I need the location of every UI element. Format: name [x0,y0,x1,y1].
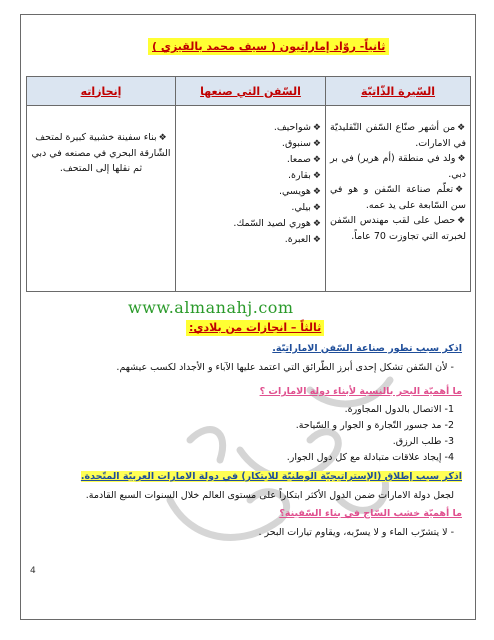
table-header-row [27,77,471,106]
ships-cell [176,106,326,292]
header-achievements: إنجازاته [27,77,176,106]
bio-text: حصل على لقب مهندس السّفن لخبرته التي تجاوزت 70 عاماً. [330,215,466,242]
ship-text: هويسي. [278,186,311,197]
diamond-bullet-icon: ❖ [457,154,466,164]
diamond-bullet-icon: ❖ [312,187,321,197]
diamond-bullet-icon: ❖ [457,123,466,133]
section2-title: ثانياً- روّاد إماراتيون ( سيف محمد بالقيزي ) [148,38,389,55]
list-item [180,136,321,152]
header-ships: السّفن التي صنعها [176,77,326,106]
achievements-cell [27,106,176,292]
question-2: ما أهميّة البحر بالنسبة لأبناء دولة الامارات ؟ [259,386,462,397]
watermark-url: www.almanahj.com [128,298,294,317]
ship-text: بيلي. [291,202,311,213]
question-3: اذكر سبب إطلاق (الإستراتيجيّة الوطنيّة للابتكار) في دولة الامارات العربيّة المتّحدة. [80,471,462,482]
bio-text: من أشهر صنّاع السّفن التّقليديّة في الامارات. [330,122,466,149]
list-item [31,130,171,176]
list-item [330,151,466,182]
diamond-bullet-icon: ❖ [312,203,321,213]
diamond-bullet-icon: ❖ [312,171,321,181]
list-item [330,182,466,213]
table-body-row [27,106,471,292]
question-4: ما أهميّة خشب السّاج في بناء السّفينة؟ [279,508,462,519]
diamond-bullet-icon: ❖ [455,185,466,195]
page-number: 4 [30,566,36,576]
bio-text: ولد في منطقة (أم هرير) في بر دبي. [330,153,466,180]
list-item [180,168,321,184]
header-bio: السّيرة الذّاتيّة [326,77,471,106]
ship-text: شواحيف. [273,122,311,133]
answer-1: - لأن السّفن تشكل إحدى أبرز الطّرائق التي اعتمد عليها الآباء و الأجداد لكسب عيشهم. [116,362,454,373]
achievement-text: بناء سفينة خشبية كبيرة لمتحف الشّارقة البحري في مصنعه في دبي ثم نقلها إلى المتحف. [31,131,171,174]
diamond-bullet-icon: ❖ [457,216,467,226]
answer-4: - لا يتشرّب الماء و لا يسرّبه، ويقاوم تيارات البحر . [258,527,454,538]
answer-2-item-4: 4- إيجاد علاقات متبادلة مع كل دول الجوار. [286,452,454,463]
ship-text: العبرة. [284,234,311,245]
list-item [180,232,321,248]
list-item [180,184,321,200]
ship-text: هوري لصيد السّمك. [233,218,311,229]
answer-2-item-1: 1- الاتصال بالدول المجاورة. [344,404,454,415]
answer-3: لجعل دولة الامارات ضمن الدول الأكثر ابتكاراً على مستوى العالم خلال السنوات السبع القادمة. [85,490,454,501]
pioneer-table [26,76,471,292]
answer-2-item-2: 2- مد جسور التّجارة و الجوار و السّياحة. [295,420,454,431]
list-item [180,216,321,232]
diamond-bullet-icon: ❖ [312,155,321,165]
list-item [180,152,321,168]
diamond-bullet-icon: ❖ [312,139,321,149]
bio-text: تعلّم صناعة السّفن و هو في سن السّابعة على يد عمه. [330,184,466,211]
diamond-bullet-icon: ❖ [312,219,321,229]
ship-text: بقارة. [287,170,311,181]
diamond-bullet-icon: ❖ [312,235,321,245]
diamond-bullet-icon: ❖ [158,132,167,143]
diamond-bullet-icon: ❖ [312,123,321,133]
list-item [330,120,466,151]
ship-text: سنبوق. [281,138,311,149]
list-item [180,200,321,216]
ship-text: صمعا. [286,154,311,165]
list-item [330,213,466,244]
bio-cell [326,106,471,292]
list-item [180,120,321,136]
question-1: اذكر سبب تطور صناعة السّفن الاماراتيّة. [272,343,462,354]
section3-title: ثالثاً – انجازات من بلادي: [186,320,324,336]
answer-2-item-3: 3- طلب الرزق. [392,436,454,447]
